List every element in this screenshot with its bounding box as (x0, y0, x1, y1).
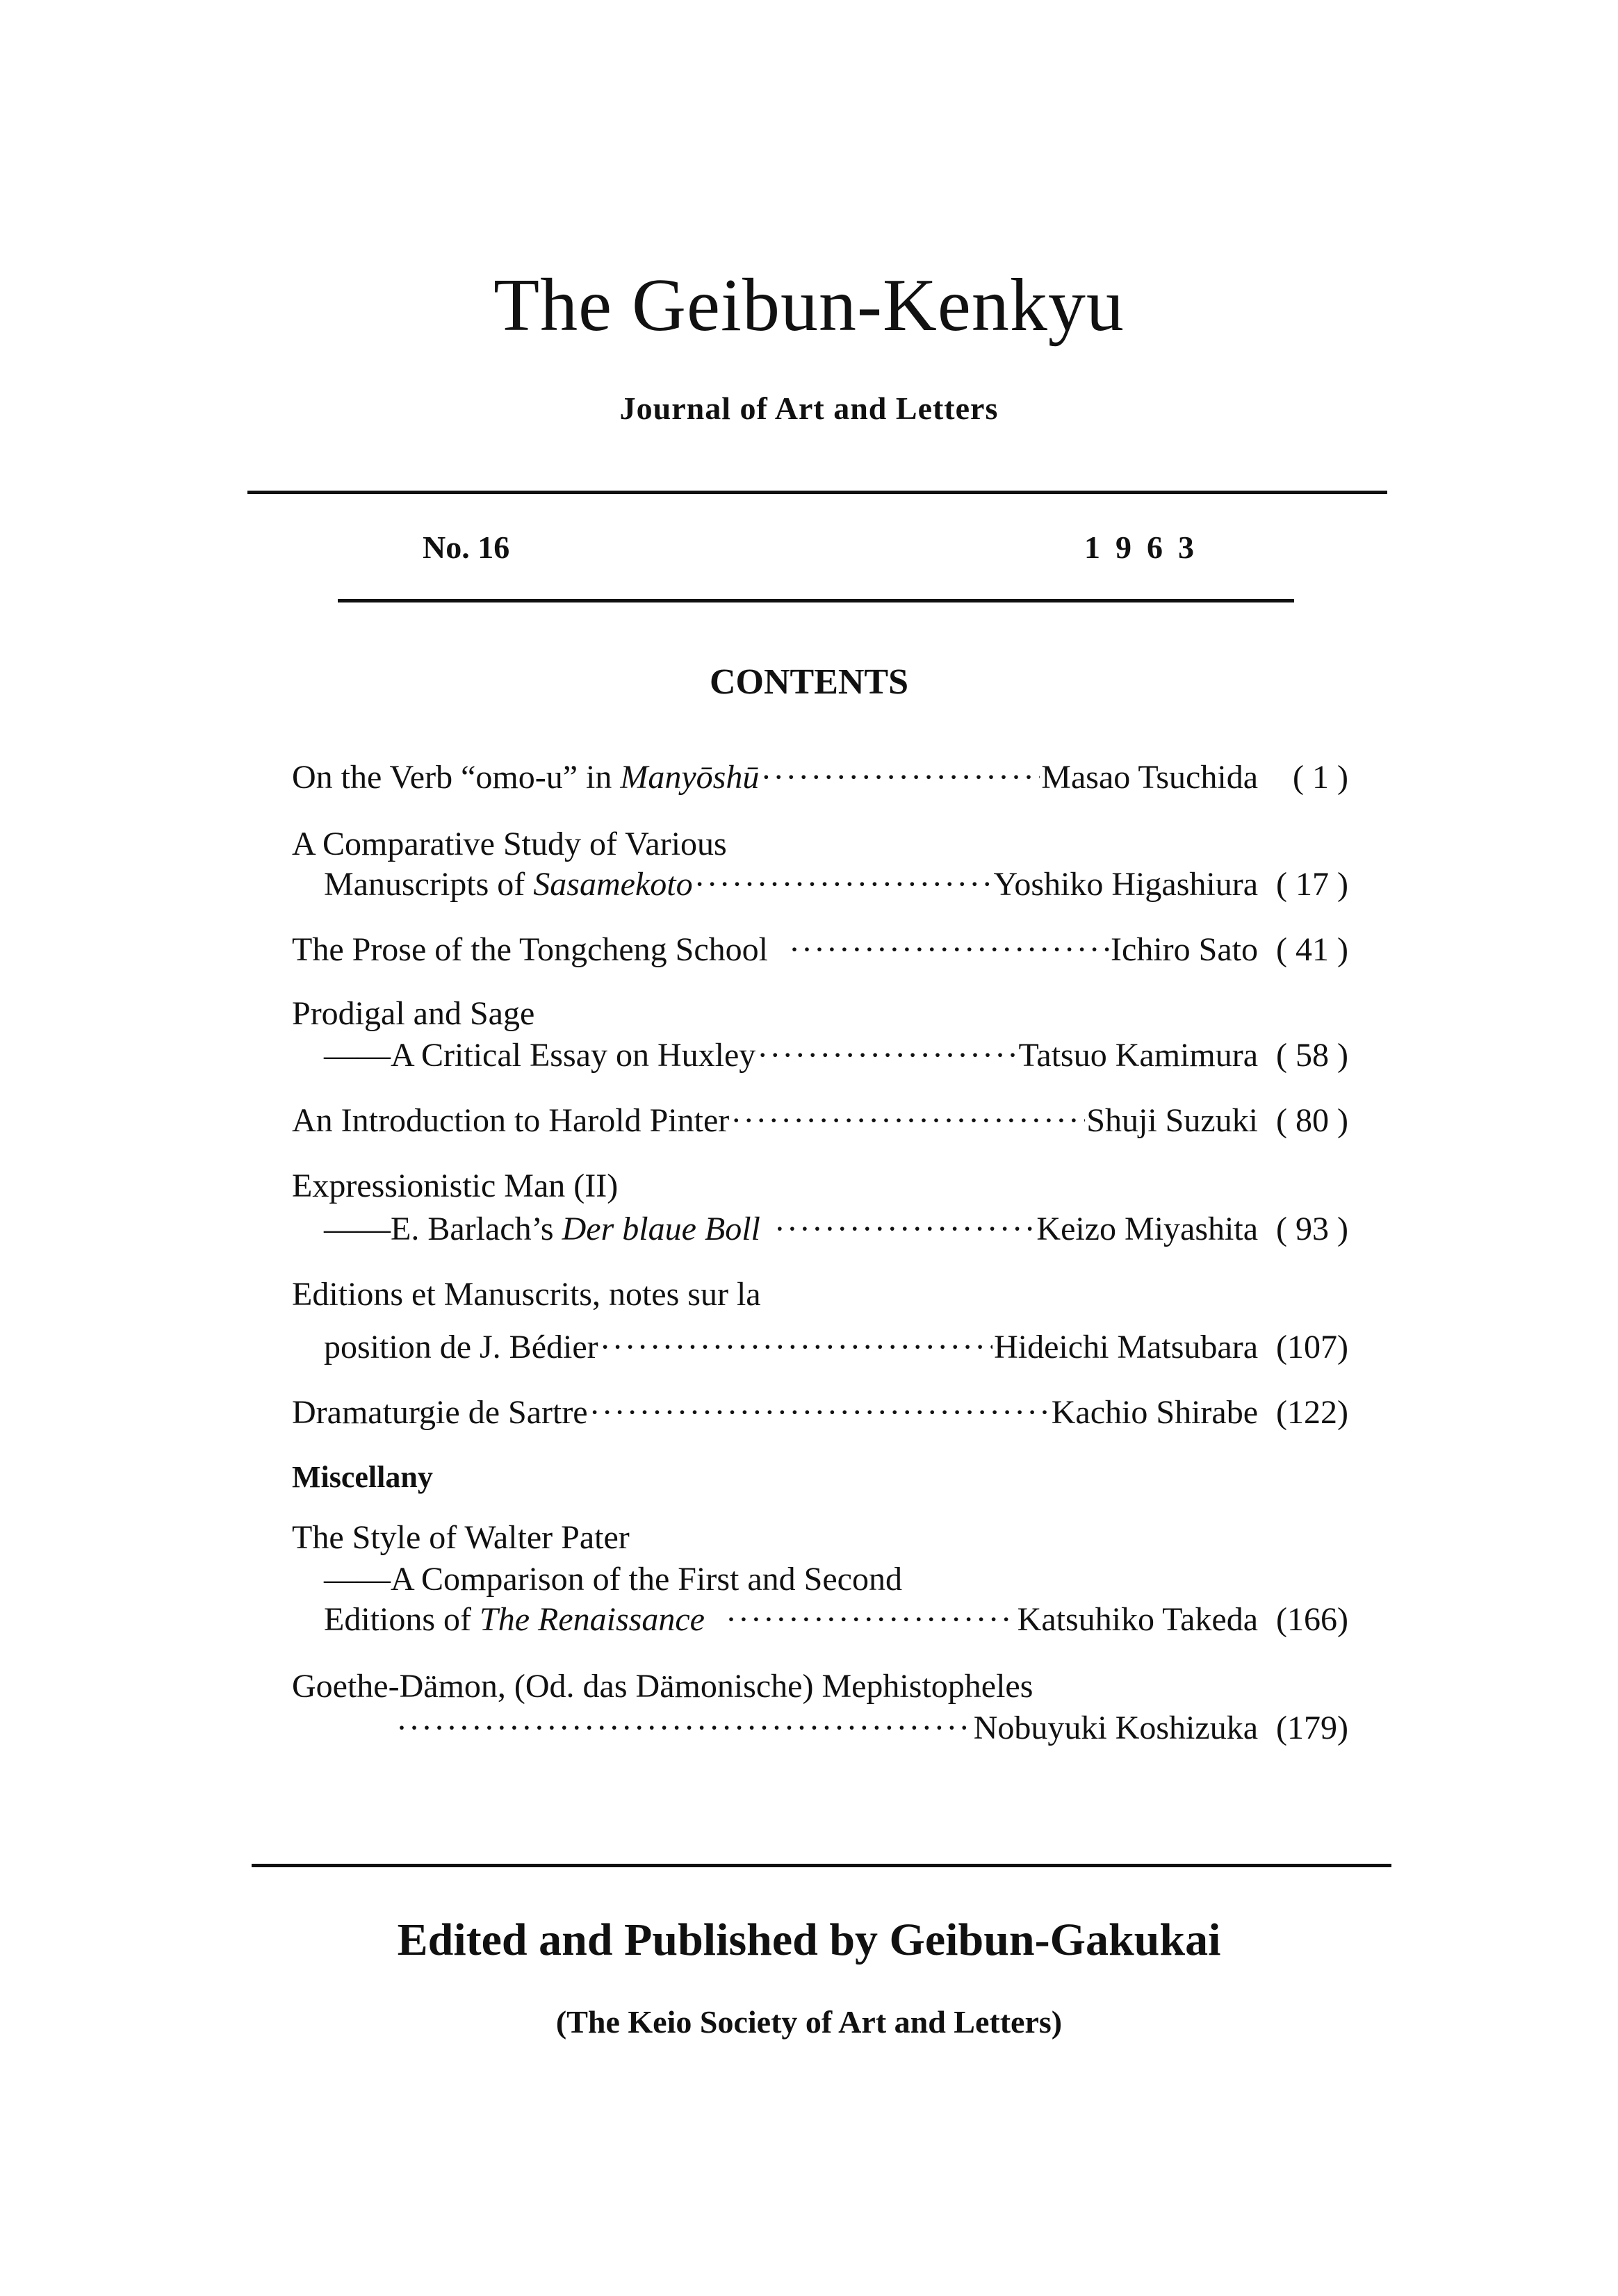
entry-title-line2: ——A Comparison of the First and Second (324, 1561, 902, 1598)
entry-page: ( 41 ) (1276, 931, 1348, 968)
toc-entry-kamimura (324, 1035, 1348, 1076)
entry-author: Masao Tsuchida (1041, 759, 1258, 796)
entry-title: ——E. Barlach’s Der blaue Boll (324, 1211, 760, 1247)
toc-entry-higashiura (324, 864, 1348, 905)
toc-entry-koshizuka (395, 1708, 1348, 1748)
issue-number: No. 16 (423, 530, 510, 565)
entry-page: (107) (1276, 1329, 1348, 1366)
entry-title: The Prose of the Tongcheng School (292, 931, 768, 968)
entry-author: Ichiro Sato (1111, 931, 1258, 968)
entry-author: Yoshiko Higashiura (993, 866, 1258, 903)
entry-title-line1: A Comparative Study of Various (292, 826, 727, 862)
entry-title: An Introduction to Harold Pinter (292, 1102, 730, 1139)
leader-dots (589, 1393, 1050, 1433)
leader-dots (774, 1209, 1036, 1249)
toc-entry-sato (292, 930, 1348, 970)
issue-year: 1963 (1084, 530, 1209, 565)
entry-page: ( 93 ) (1276, 1211, 1348, 1247)
miscellany-heading: Miscellany (292, 1460, 433, 1494)
entry-page: ( 17 ) (1276, 866, 1348, 903)
leader-dots (730, 1101, 1085, 1141)
bottom-rule (252, 1864, 1391, 1867)
leader-dots (726, 1600, 1016, 1640)
entry-title-line1: Editions et Manuscrits, notes sur la (292, 1276, 761, 1313)
society-line: (The Keio Society of Art and Letters) (555, 2004, 1063, 2040)
entry-page: ( 1 ) (1293, 759, 1348, 796)
entry-author: Kachio Shirabe (1051, 1394, 1258, 1431)
entry-page: ( 80 ) (1276, 1102, 1348, 1139)
publisher-line: Edited and Published by Geibun-Gakukai (397, 1914, 1221, 1965)
leader-dots (694, 864, 992, 905)
leader-dots (396, 1708, 972, 1748)
entry-title: ——A Critical Essay on Huxley (324, 1037, 756, 1074)
entry-page: (122) (1276, 1394, 1348, 1431)
toc-entry-matsubara (324, 1327, 1348, 1368)
toc-entry-miyashita (324, 1209, 1348, 1249)
entry-title: On the Verb “omo-u” in Manyōshū (292, 759, 760, 796)
entry-title-line1: Goethe-Dämon, (Od. das Dämonische) Mephistopheles (292, 1668, 1033, 1705)
entry-author: Shuji Suzuki (1086, 1102, 1258, 1139)
entry-page: ( 58 ) (1276, 1037, 1348, 1074)
entry-title-line1: Expressionistic Man (II) (292, 1167, 619, 1204)
journal-subtitle: Journal of Art and Letters (619, 391, 999, 426)
entry-author: Keizo Miyashita (1036, 1211, 1258, 1247)
entry-author: Tatsuo Kamimura (1018, 1037, 1258, 1074)
journal-title: The Geibun-Kenkyu (493, 264, 1125, 347)
toc-entry-tsuchida (292, 757, 1348, 798)
entry-page: (179) (1276, 1709, 1348, 1746)
entry-title: Editions of The Renaissance (324, 1601, 705, 1638)
leader-dots (757, 1035, 1017, 1076)
toc-entry-shirabe (292, 1393, 1348, 1433)
contents-heading: CONTENTS (709, 662, 909, 702)
leader-dots (600, 1327, 993, 1368)
entry-author: Katsuhiko Takeda (1017, 1601, 1258, 1638)
middle-rule (338, 599, 1294, 602)
toc-entry-suzuki (292, 1101, 1348, 1141)
top-rule (247, 491, 1387, 494)
entry-title-line1: The Style of Walter Pater (292, 1519, 630, 1556)
toc-entry-takeda (324, 1600, 1348, 1640)
entry-title-line1: Prodigal and Sage (292, 995, 535, 1032)
entry-author: Hideichi Matsubara (994, 1329, 1258, 1366)
entry-page: (166) (1276, 1601, 1348, 1638)
entry-title: Dramaturgie de Sartre (292, 1394, 588, 1431)
entry-title: position de J. Bédier (324, 1329, 598, 1366)
entry-title: Manuscripts of Sasamekoto (324, 866, 693, 903)
entry-author: Nobuyuki Koshizuka (973, 1709, 1258, 1746)
leader-dots (789, 930, 1109, 970)
leader-dots (760, 757, 1040, 798)
